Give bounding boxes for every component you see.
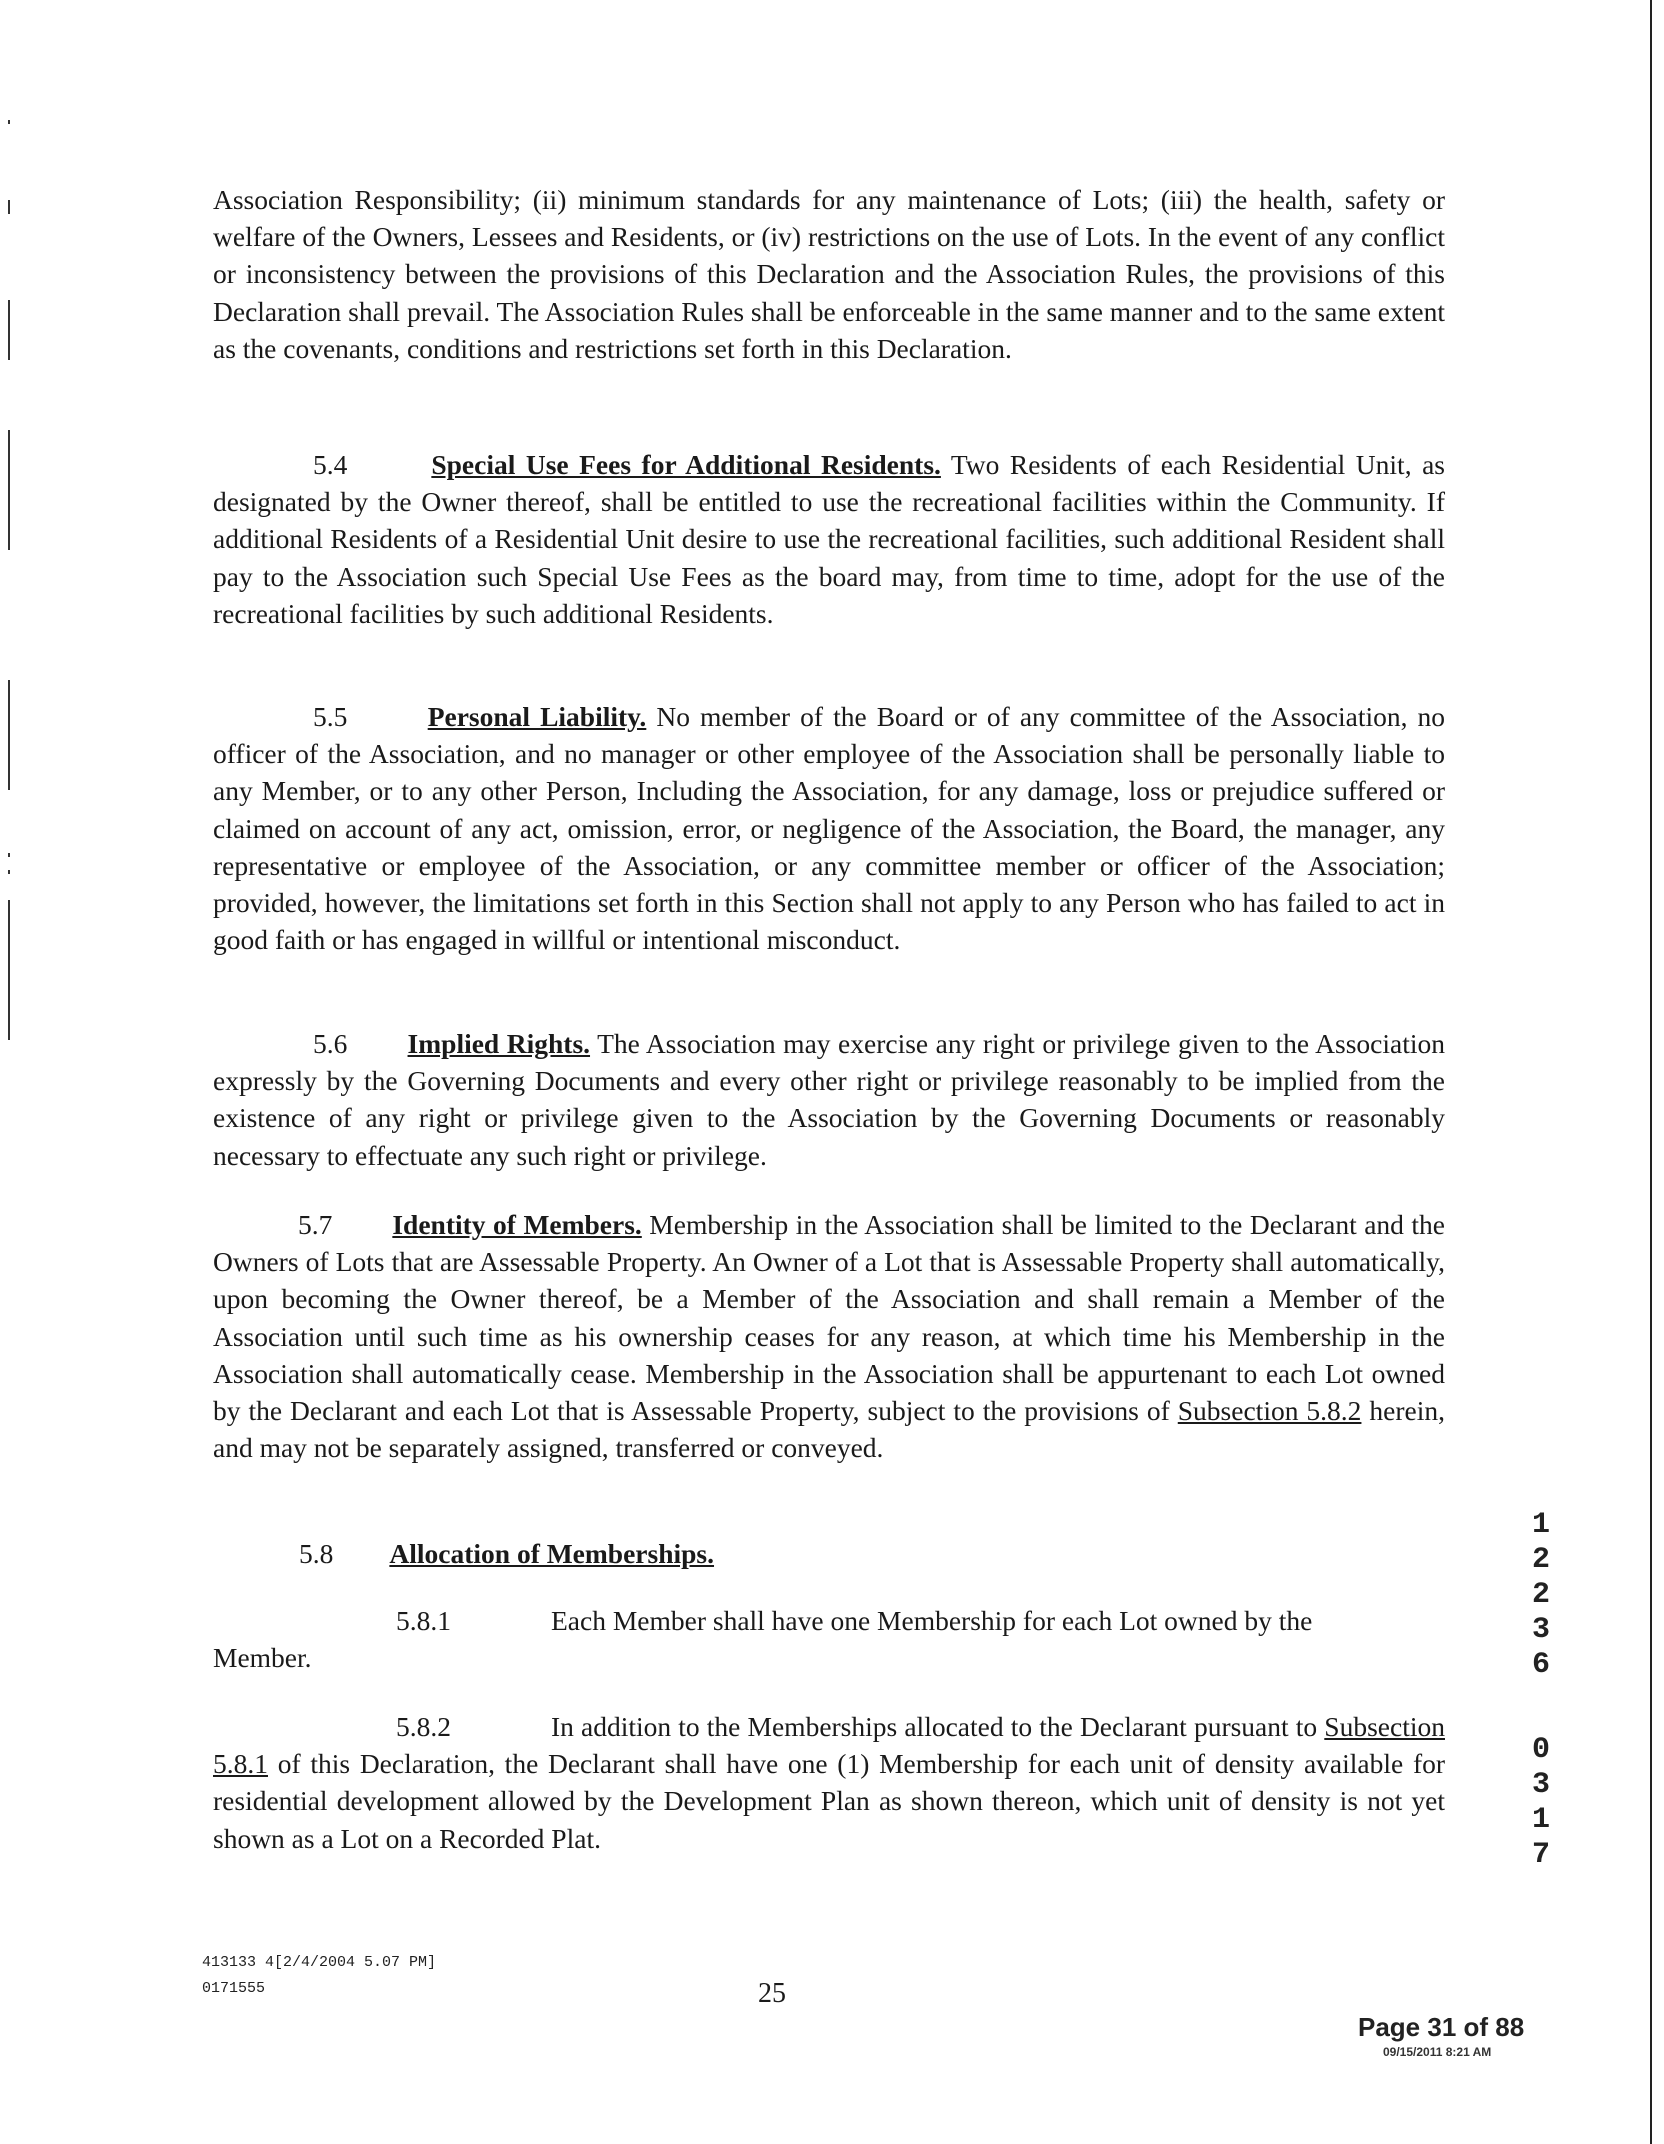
margin-dot <box>8 545 10 549</box>
section-5-6 <box>213 1025 1445 1174</box>
page-count-label: Page 31 of 88 <box>1358 2012 1525 2042</box>
subsection-text: In addition to the Memberships allocated to the Declarant pursuant to <box>551 1711 1318 1742</box>
page-timestamp: 09/15/2011 8:21 AM <box>1383 2045 1492 2059</box>
page-number: 25 <box>758 1978 786 2009</box>
cross-reference-link[interactable]: Subsection 5.8.1 <box>213 1711 1445 1780</box>
paragraph-continuation <box>213 181 1445 367</box>
margin-dot <box>8 120 10 124</box>
recording-stamp-digit: 2 <box>1531 1578 1550 1612</box>
section-text: Two Residents of each Residential Unit, as designated by the Owner thereof, shall be entitled to use the recreational facilities within the Community. If additional Residents of a Residential Unit desire to use the recreational facilities, such additional Resident shall pay to the Association such Special Use Fees as the board may, from time to time, adopt for the use of the recreational facilities by such additional Residents. <box>213 449 1445 629</box>
section-number: 5.6 <box>313 1028 348 1059</box>
subsection-text-end: Member. <box>213 1642 312 1674</box>
cross-reference-link[interactable]: Subsection 5.8.2 <box>1177 1395 1362 1427</box>
section-heading: Special Use Fees for Additional Residents. <box>431 449 941 480</box>
section-5-8-2 <box>213 1708 1445 1857</box>
section-5-8-1 <box>213 1602 1445 1676</box>
recording-stamp-digit: 3 <box>1531 1613 1550 1647</box>
section-heading: Implied Rights. <box>407 1028 591 1059</box>
section-text: No member of the Board or of any committee of the Association, no officer of the Association, and no manager or other employee of the Association shall be personally liable to any Member, or to any other Person, Including the Association, for any damage, loss or prejudice suffered or claimed on account of any act, omission, error, or negligence of the Association, the Board, the manager, any representative or employee of the Association, or any committee member or officer of the Association; provided, however, the limitations set forth in this Section shall not apply to any Person who has failed to act in good faith or has engaged in willful or intentional misconduct. <box>213 701 1446 956</box>
subsection-number: 5.8.2 <box>396 1711 451 1742</box>
section-text-end: herein, and may not be separately assigned, transferred or conveyed. <box>213 1395 1446 1464</box>
recording-stamp-digit: 0 <box>1531 1733 1550 1767</box>
margin-mark <box>8 900 10 1040</box>
margin-dot <box>8 870 10 874</box>
section-number: 5.4 <box>313 449 348 480</box>
section-5-8 <box>299 1538 714 1570</box>
margin-mark <box>8 300 10 360</box>
section-5-5 <box>213 698 1445 958</box>
recording-stamp-digit: 3 <box>1531 1768 1550 1802</box>
recording-stamp-digit: 1 <box>1531 1508 1550 1542</box>
margin-dot <box>8 853 10 857</box>
recording-stamp-digit: 7 <box>1531 1838 1550 1872</box>
footer-file-no: 0171555 <box>202 1980 266 1997</box>
section-number: 5.7 <box>298 1209 333 1240</box>
recording-stamp-digit: 2 <box>1531 1543 1550 1577</box>
section-heading: Personal Liability. <box>427 701 647 732</box>
section-number: 5.8 <box>299 1538 334 1569</box>
margin-mark <box>8 680 10 790</box>
scan-edge-line <box>1650 0 1652 2144</box>
footer-doc-ids <box>202 1950 436 2002</box>
section-text: Membership in the Association shall be limited to the Declarant and the Owners of Lots that are Assessable Property. An Owner of a Lot that is Assessable Property shall automatically, upon becoming the Owner thereof, be a Member of the Association and shall remain a Member of the Association until such time as his ownership ceases for any reason, at which time his Membership in the Association shall automatically cease. Membership in the Association shall be appurtenant to each Lot owned by the Declarant and each Lot that is Assessable Property, subject to the provisions of <box>213 1209 1446 1427</box>
margin-mark <box>8 200 10 214</box>
recording-stamp-digit: 1 <box>1531 1803 1550 1837</box>
section-heading: Identity of Members. <box>392 1209 642 1240</box>
section-5-4 <box>213 446 1445 632</box>
subsection-text: Each Member shall have one Membership for each Lot owned by the <box>551 1605 1313 1636</box>
recording-stamp-digit: 6 <box>1531 1648 1550 1682</box>
subsection-line <box>213 1602 1445 1639</box>
margin-mark <box>8 430 10 550</box>
section-number: 5.5 <box>313 701 348 732</box>
section-text: The Association may exercise any right or privilege given to the Association expressly by the Governing Documents and every other right or privilege reasonably to be implied from the existence of any right or privilege given to the Association by the Governing Documents or reasonably necessary to effectuate any such right or privilege. <box>213 1028 1445 1171</box>
footer-doc-id: 413133 4[2/4/2004 5.07 PM] <box>202 1954 437 1971</box>
subsection-text-end: of this Declaration, the Declarant shall have one (1) Membership for each unit of density available for residential development allowed by the Development Plan as shown thereon, which unit of density is not yet shown as a Lot on a Recorded Plat. <box>213 1748 1446 1854</box>
paragraph-text: Association Responsibility; (ii) minimum standards for any maintenance of Lots; (iii) the health, safety or welfare of the Owners, Lessees and Residents, or (iv) restrictions on the use of Lots. In the event of any conflict or inconsistency between the provisions of this Declaration and the Association Rules, the provisions of this Declaration shall prevail. The Association Rules shall be enforceable in the same manner and to the same extent as the covenants, conditions and restrictions set forth in this Declaration. <box>213 184 1445 364</box>
section-5-7 <box>213 1206 1445 1466</box>
subsection-number: 5.8.1 <box>396 1605 451 1636</box>
section-heading: Allocation of Memberships. <box>389 1538 715 1569</box>
